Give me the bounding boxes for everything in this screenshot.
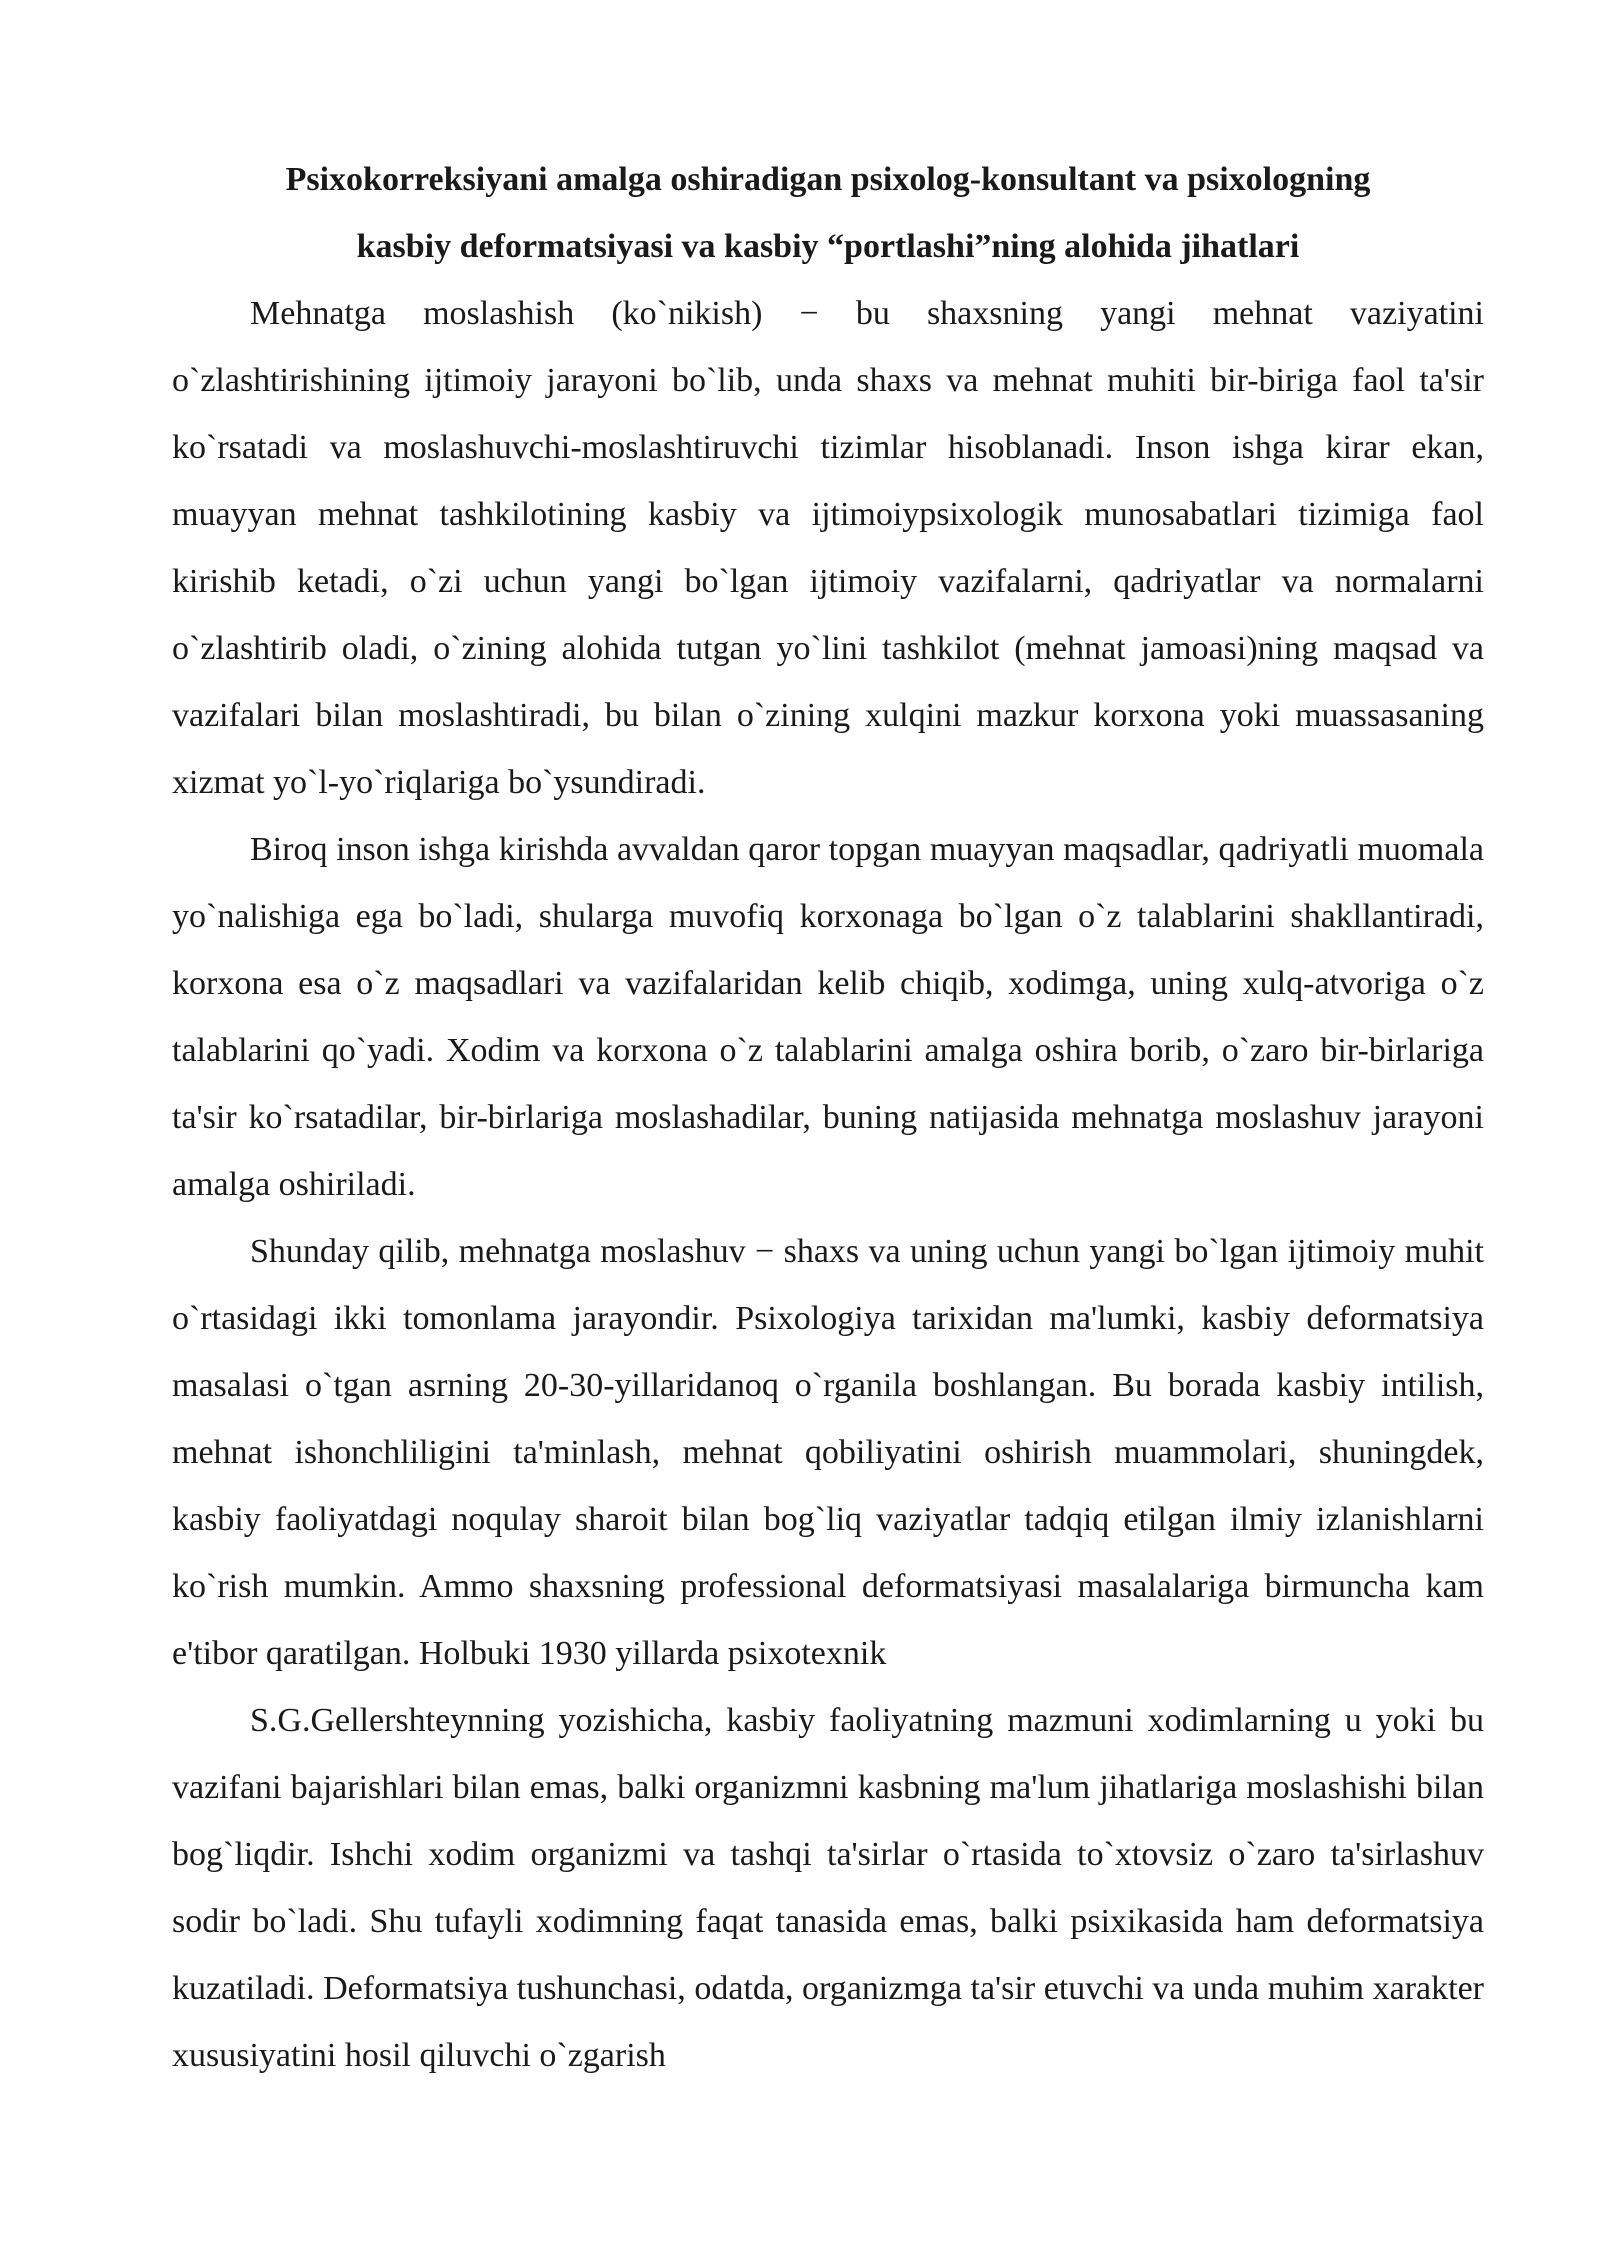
paragraph-3: Shunday qilib, mehnatga moslashuv − shaxs va uning uchun yangi bo`lgan ijtimoiy muhit o`rtasidagi ikki tomonlama jarayondir. Psixologiya tarixidan ma'lumki, kasbiy deformatsiya masalasi o`tgan asrning 20-30-yillaridanoq o`rganila boshlangan. Bu borada kasbiy intilish, mehnat ishonchliligini ta'minlash, mehnat qobiliyatini oshirish muammolari, shuningdek, kasbiy faoliyatdagi noqulay sharoit bilan bog`liq vaziyatlar tadqiq etilgan ilmiy izlanishlarni ko`rish mumkin. Ammo shaxsning professional deformatsiyasi masalalariga birmuncha kam e'tibor qaratilgan. Holbuki 1930 yillarda psixotexnik (172, 1233, 1484, 1672)
document-title (172, 146, 1484, 280)
document-body (172, 146, 1484, 2089)
paragraph-2: Biroq inson ishga kirishda avvaldan qaror topgan muayyan maqsadlar, qadriyatli muomala yo`nalishiga ega bo`ladi, shularga muvofiq korxonaga bo`lgan o`z talablarini shakllantiradi, korxona esa o`z maqsadlari va vazifalaridan kelib chiqib, xodimga, uning xulq-atvoriga o`z talablarini qo`yadi. Xodim va korxona o`z talablarini amalga oshira borib, o`zaro bir-birlariga ta'sir ko`rsatadilar, bir-birlariga moslashadilar, buning natijasida mehnatga moslashuv jarayoni amalga oshiriladi. (172, 831, 1484, 1203)
paragraph-1: Mehnatga moslashish (ko`nikish) − bu shaxsning yangi mehnat vaziyatini o`zlashtirishining ijtimoiy jarayoni bo`lib, unda shaxs va mehnat muhiti bir-biriga faol ta'sir ko`rsatadi va moslashuvchi-moslashtiruvchi tizimlar hisoblanadi. Inson ishga kirar ekan, muayyan mehnat tashkilotining kasbiy va ijtimoiypsixologik munosabatlari tizimiga faol kirishib ketadi, o`zi uchun yangi bo`lgan ijtimoiy vazifalarni, qadriyatlar va normalarni o`zlashtirib oladi, o`zining alohida tutgan yo`lini tashkilot (mehnat jamoasi)ning maqsad va vazifalari bilan moslashtiradi, bu bilan o`zining xulqini mazkur korxona yoki muassasaning xizmat yo`l-yo`riqlariga bo`ysundiradi. (172, 295, 1484, 801)
title-line-2: kasbiy deformatsiyasi va kasbiy “portlashi”ning alohida jihatlari (356, 228, 1300, 265)
title-line-1: Psixokorreksiyani amalga oshiradigan psixolog-konsultant va psixologning (285, 161, 1371, 198)
paragraph-4: S.G.Gellershteynning yozishicha, kasbiy faoliyatning mazmuni xodimlarning u yoki bu vazifani bajarishlari bilan emas, balki organizmni kasbning ma'lum jihatlariga moslashishi bilan bog`liqdir. Ishchi xodim organizmi va tashqi ta'sirlar o`rtasida to`xtovsiz o`zaro ta'sirlashuv sodir bo`ladi. Shu tufayli xodimning faqat tanasida emas, balki psixikasida ham deformatsiya kuzatiladi. Deformatsiya tushunchasi, odatda, organizmga ta'sir etuvchi va unda muhim xarakter xususiyatini hosil qiluvchi o`zgarish (172, 1702, 1484, 2074)
